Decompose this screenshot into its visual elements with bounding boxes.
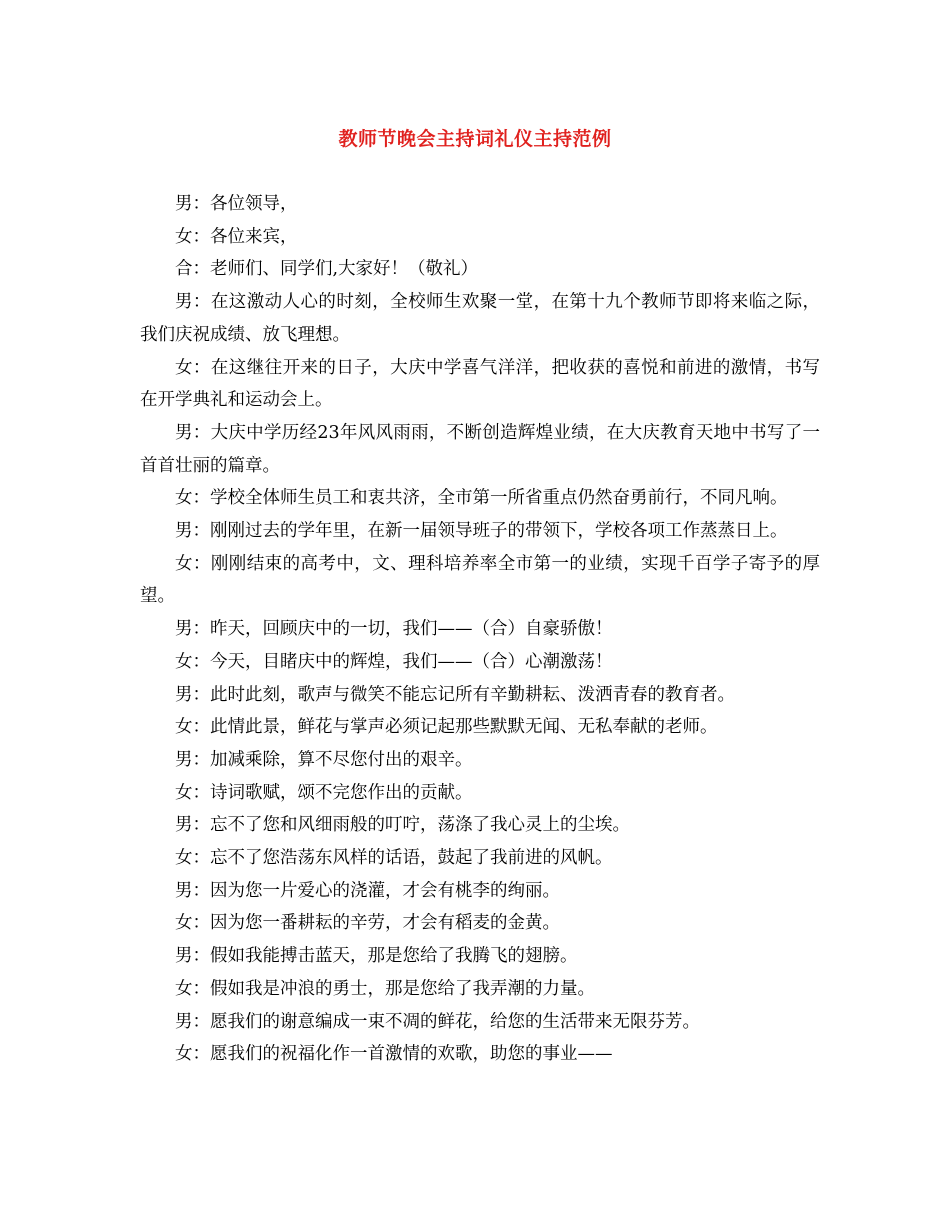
paragraph: 男：大庆中学历经23年风风雨雨，不断创造辉煌业绩，在大庆教育天地中书写了一首首壮丽的篇章。	[140, 422, 820, 476]
paragraph: 女：忘不了您浩荡东风样的话语，鼓起了我前进的风帆。	[175, 848, 613, 869]
paragraph: 男：各位领导，	[175, 194, 298, 214]
paragraph: 男：昨天，回顾庆中的一切，我们——（合）自豪骄傲！	[175, 619, 613, 640]
paragraph: 男：刚刚过去的学年里，在新一届领导班子的带领下，学校各项工作蒸蒸日上。	[175, 521, 788, 542]
paragraph: 女：诗词歌赋，颂不完您作出的贡献。	[175, 782, 473, 803]
paragraph: 女：刚刚结束的高考中，文、理科培养率全市第一的业绩，实现千百学子寄予的厚望。	[140, 553, 820, 607]
document-title: 教师节晚会主持词礼仪主持范例	[338, 128, 612, 150]
paragraph: 男：因为您一片爱心的浇灌，才会有桃李的绚丽。	[175, 880, 560, 901]
paragraph: 女：各位来宾，	[175, 226, 298, 247]
paragraph: 合：老师们、同学们,大家好！（敬礼）	[175, 259, 479, 280]
paragraph: 女：愿我们的祝福化作一首激情的欢歌，助您的事业——	[175, 1044, 613, 1065]
paragraph: 男：此时此刻，歌声与微笑不能忘记所有辛勤耕耘、泼洒青春的教育者。	[175, 684, 735, 705]
paragraph: 女：学校全体师生员工和衷共济，全市第一所省重点仍然奋勇前行，不同凡响。	[175, 488, 788, 509]
paragraph: 男：假如我能搏击蓝天，那是您给了我腾飞的翅膀。	[175, 946, 578, 967]
paragraph: 男：愿我们的谢意编成一束不凋的鲜花，给您的生活带来无限芬芳。	[175, 1011, 700, 1032]
paragraph: 女：在这继往开来的日子，大庆中学喜气洋洋，把收获的喜悦和前进的激情，书写在开学典礼和运动会上。	[140, 357, 820, 411]
paragraph: 男：在这激动人心的时刻，全校师生欢聚一堂，在第十九个教师节即将来临之际，我们庆祝成绩、放飞理想。	[140, 292, 820, 345]
paragraph: 女：今天，目睹庆中的辉煌，我们——（合）心潮激荡！	[175, 651, 613, 672]
paragraph: 女：因为您一番耕耘的辛劳，才会有稻麦的金黄。	[175, 913, 560, 934]
paragraph: 男：加减乘除，算不尽您付出的艰辛。	[175, 749, 473, 770]
document-body	[140, 188, 820, 1071]
paragraph: 女：此情此景，鲜花与掌声必须记起那些默默无闻、无私奉献的老师。	[175, 717, 718, 738]
paragraph: 女：假如我是冲浪的勇士，那是您给了我弄潮的力量。	[175, 978, 595, 999]
paragraph: 男：忘不了您和风细雨般的叮咛，荡涤了我心灵上的尘埃。	[175, 815, 630, 836]
